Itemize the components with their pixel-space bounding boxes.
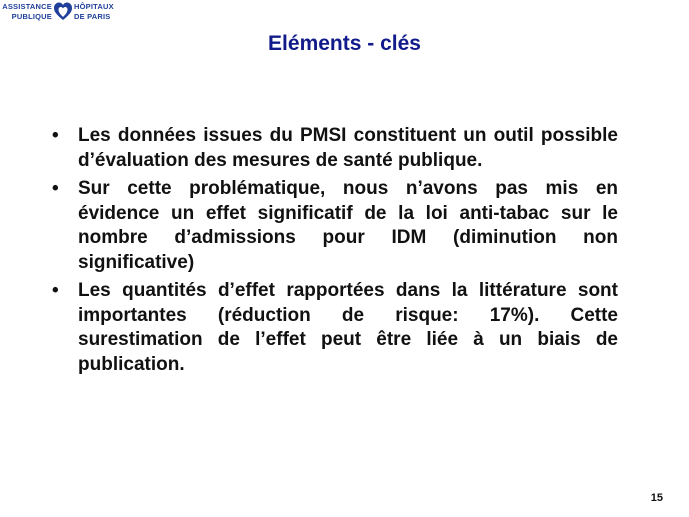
bullet-text: Les données issues du PMSI constituent un outil possible d’évaluation des mesures de santé publique.	[78, 125, 618, 171]
bullet-dot-icon: •	[52, 178, 59, 199]
bullet-item	[52, 124, 618, 173]
logo-left-line1: ASSISTANCE	[2, 2, 52, 11]
bullet-list	[52, 124, 618, 381]
logo-right-line2: DE PARIS	[74, 12, 111, 21]
bullet-text: Sur cette problématique, nous n’avons pas mis en évidence un effet significatif de la loi anti-tabac sur le nombre d’admissions pour IDM (diminution non significative)	[78, 178, 618, 273]
logo-left-text	[2, 2, 52, 22]
bullet-item	[52, 177, 618, 275]
bullet-item	[52, 279, 618, 377]
logo-right-text	[74, 2, 132, 22]
slide-title: Eléments - clés	[268, 32, 421, 55]
aphp-logo	[2, 2, 130, 26]
logo-right-line1: HÔPITAUX	[74, 2, 114, 11]
logo-left-line2: PUBLIQUE	[11, 12, 52, 21]
page-number: 15	[650, 492, 663, 504]
bullet-dot-icon: •	[52, 125, 59, 146]
bullet-text: Les quantités d’effet rapportées dans la littérature sont importantes (réduction de risque: 17%). Cette surestimation de l’effet peut être liée à un biais de publication.	[78, 280, 618, 375]
bullet-dot-icon: •	[52, 280, 59, 301]
heart-icon	[54, 2, 72, 22]
